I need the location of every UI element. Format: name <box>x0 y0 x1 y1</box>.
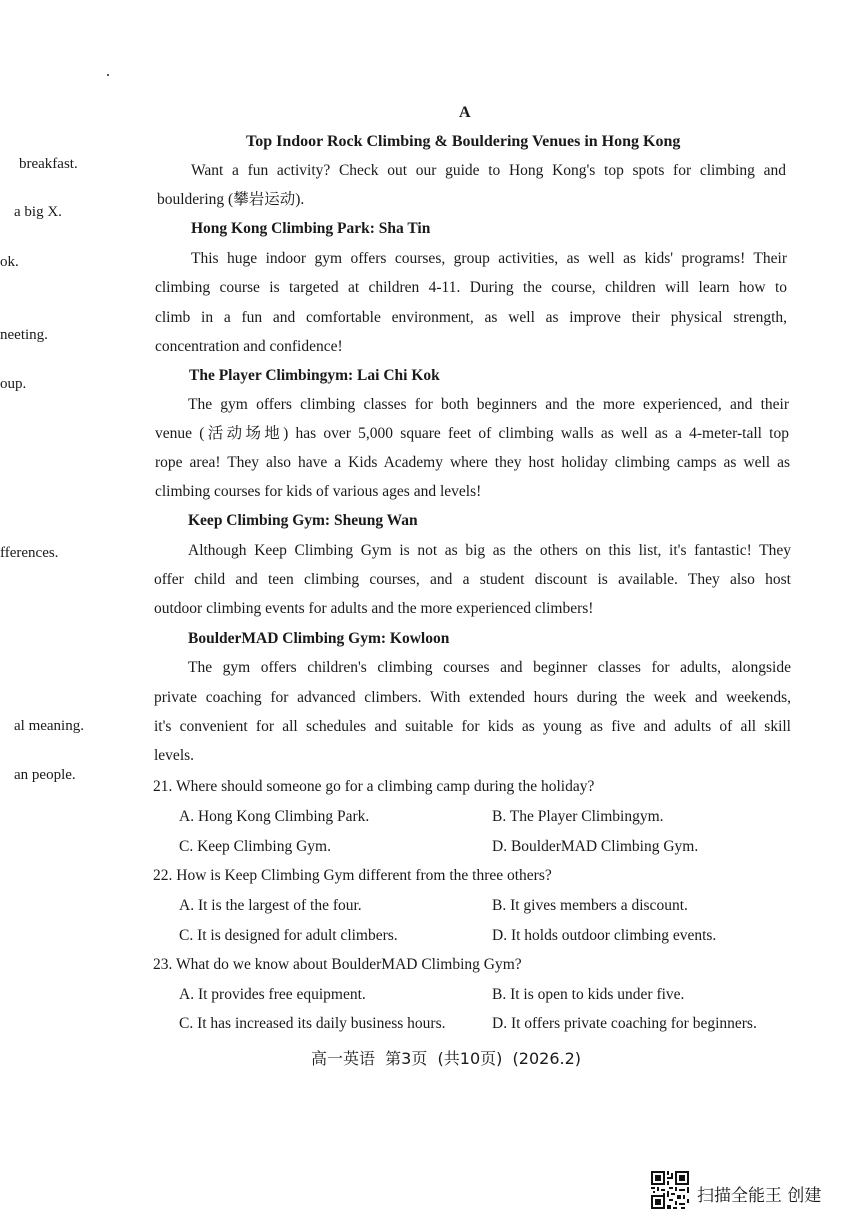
intro-line: Want a fun activity? Check out our guide to Hong Kong's top spots for climbing and <box>191 162 786 179</box>
option[interactable]: B. It gives members a discount. <box>492 897 688 914</box>
venue-text-line: Although Keep Climbing Gym is not as big as the others on this list, it's fantastic! They <box>188 542 791 559</box>
venue-text-line: This huge indoor gym offers courses, group activities, as well as kids' programs! Their <box>191 250 787 267</box>
option[interactable]: A. It provides free equipment. <box>179 986 366 1003</box>
question-stem: 22. How is Keep Climbing Gym different from the three others? <box>153 867 552 884</box>
margin-fragment: neeting. <box>0 327 48 343</box>
section-letter: A <box>459 104 471 121</box>
speck <box>107 74 109 76</box>
margin-fragment: an people. <box>14 767 76 783</box>
page-footer: 高一英语 第3页 (共10页) (2026.2) <box>311 1049 582 1068</box>
option[interactable]: C. Keep Climbing Gym. <box>179 838 331 855</box>
option[interactable]: B. The Player Climbingym. <box>492 808 664 825</box>
venue-text-line: climbing courses for kids of various ages and levels! <box>155 483 482 500</box>
venue-heading: BoulderMAD Climbing Gym: Kowloon <box>188 630 450 647</box>
margin-fragment: al meaning. <box>14 718 84 734</box>
venue-text-line: rope area! They also have a Kids Academy where they host holiday climbing camps as well as <box>155 454 790 471</box>
venue-text-line: offer child and teen climbing courses, and a student discount is available. They also host <box>154 571 791 588</box>
option[interactable]: C. It has increased its daily business hours. <box>179 1015 446 1032</box>
margin-fragment: ok. <box>0 254 19 270</box>
venue-text-line: venue (活动场地) has over 5,000 square feet of climbing walls as well as a 4-meter-tall top <box>155 425 789 442</box>
venue-heading: Keep Climbing Gym: Sheung Wan <box>188 512 418 529</box>
venue-text-line: The gym offers children's climbing courses and beginner classes for adults, alongside <box>188 659 791 676</box>
option[interactable]: B. It is open to kids under five. <box>492 986 685 1003</box>
venue-text-line: concentration and confidence! <box>155 338 343 355</box>
margin-fragment: fferences. <box>0 545 59 561</box>
venue-text-line: private coaching for advanced climbers. With extended hours during the week and weekends, <box>154 689 791 706</box>
option[interactable]: D. It offers private coaching for beginners. <box>492 1015 757 1032</box>
venue-text-line: it's convenient for all schedules and suitable for kids as young as five and adults of all skill <box>154 718 791 735</box>
margin-fragment: oup. <box>0 376 27 392</box>
margin-fragment: breakfast. <box>19 156 78 172</box>
intro-line: bouldering (攀岩运动). <box>157 191 305 208</box>
margin-fragment: a big X. <box>14 204 62 220</box>
option[interactable]: A. Hong Kong Climbing Park. <box>179 808 370 825</box>
venue-text-line: climb in a fun and comfortable environment, as well as improve their physical strength, <box>155 309 787 326</box>
venue-heading: The Player Climbingym: Lai Chi Kok <box>189 367 440 384</box>
venue-text-line: climbing course is targeted at children 4-11. During the course, children will learn how to <box>155 279 787 296</box>
passage-title: Top Indoor Rock Climbing & Bouldering Venues in Hong Kong <box>246 133 681 150</box>
option[interactable]: C. It is designed for adult climbers. <box>179 927 398 944</box>
option[interactable]: D. It holds outdoor climbing events. <box>492 927 717 944</box>
question-stem: 23. What do we know about BoulderMAD Climbing Gym? <box>153 956 522 973</box>
venue-text-line: levels. <box>154 747 195 764</box>
qr-code-icon <box>651 1171 689 1209</box>
scanner-watermark: 扫描全能王 创建 <box>697 1186 822 1206</box>
option[interactable]: A. It is the largest of the four. <box>179 897 362 914</box>
venue-text-line: The gym offers climbing classes for both beginners and the more experienced, and their <box>188 396 789 413</box>
question-stem: 21. Where should someone go for a climbing camp during the holiday? <box>153 778 595 795</box>
venue-text-line: outdoor climbing events for adults and the more experienced climbers! <box>154 600 594 617</box>
venue-heading: Hong Kong Climbing Park: Sha Tin <box>191 220 431 237</box>
option[interactable]: D. BoulderMAD Climbing Gym. <box>492 838 699 855</box>
